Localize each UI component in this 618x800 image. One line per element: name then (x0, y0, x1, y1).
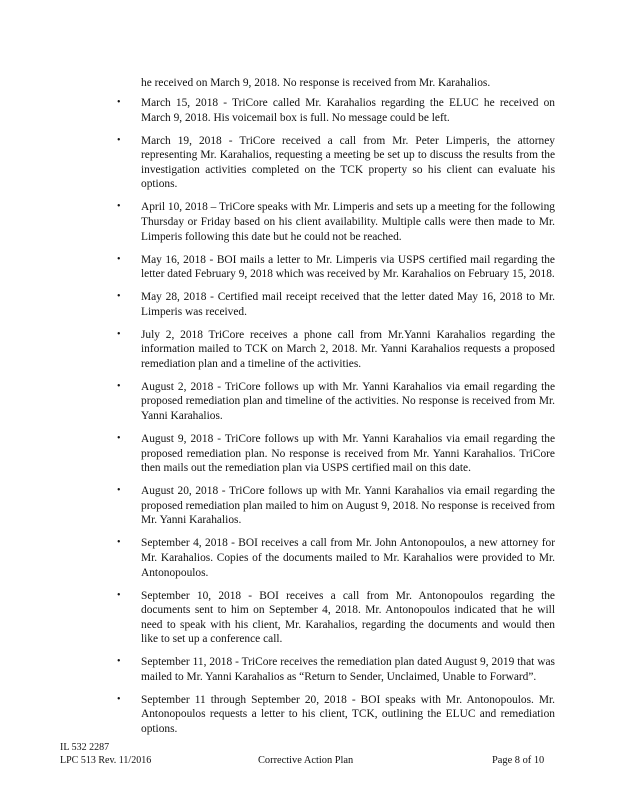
entry-text: March 15, 2018 - TriCore called Mr. Karahalios regarding the ELUC he received on March 9, 2018. His voicemail box is full. No message could be left. (141, 97, 555, 124)
entry-text: May 16, 2018 - BOI mails a letter to Mr. Limperis via USPS certified mail regarding the letter dated February 9, 2018 which was received by Mr. Karahalios on February 15, 2018. (141, 253, 555, 281)
footer-page-number: Page 8 of 10 (492, 755, 545, 766)
list-item (117, 200, 555, 244)
bullet-icon: • (117, 485, 121, 497)
footer-form-rev: LPC 513 Rev. 11/2016 (60, 754, 152, 766)
list-item (117, 536, 555, 580)
bullet-icon: • (117, 537, 121, 549)
entry-text: July 2, 2018 TriCore receives a phone call from Mr.Yanni Karahalios regarding the information mailed to TCK on March 2, 2018. Mr. Yanni Karahalios requests a proposed remediation plan and a timeline of the activities. (141, 328, 555, 370)
event-timeline-list (117, 96, 555, 745)
footer-form-info (60, 742, 151, 767)
list-item (117, 328, 555, 372)
bullet-icon: • (117, 201, 121, 213)
bullet-icon: • (117, 589, 121, 601)
entry-text: August 20, 2018 - TriCore follows up with Mr. Yanni Karahalios via email regarding the proposed remediation plan mailed to him on August 9, 2018. No response is received from Mr. Yanni Karahalios. (141, 485, 555, 527)
bullet-icon: • (117, 380, 121, 392)
entry-text: August 2, 2018 - TriCore follows up with Mr. Yanni Karahalios via email regarding the proposed remediation plan and timeline of the activities. No response is received from Mr. Yanni Karahalios. (141, 380, 555, 423)
bullet-icon: • (117, 433, 121, 445)
continuation-paragraph: he received on March 9, 2018. No response is received from Mr. Karahalios. (141, 77, 491, 89)
list-item (117, 432, 555, 476)
list-item (117, 589, 555, 647)
entry-text: March 19, 2018 - TriCore received a call from Mr. Peter Limperis, the attorney representing Mr. Karahalios, requesting a meeting be set up to discuss the results from the investigation activities completed on the TCK property so his client can evaluate his options. (141, 134, 555, 191)
entry-text: April 10, 2018 – TriCore speaks with Mr. Limperis and sets up a meeting for the following Thursday or Friday based on his client availability. Multiple calls were then made to Mr. Limperis following this date but he could not be reached. (141, 201, 555, 243)
bullet-icon: • (117, 328, 121, 340)
entry-text: August 9, 2018 - TriCore follows up with Mr. Yanni Karahalios via email regarding the proposed remediation plan. No response is received from Mr. Yanni Karahalios. TriCore then mails out the remediation plan via USPS certified mail on this date. (141, 433, 555, 475)
bullet-icon: • (117, 97, 121, 108)
bullet-icon: • (117, 693, 121, 705)
list-item (117, 484, 555, 528)
bullet-icon: • (117, 656, 121, 668)
list-item (117, 134, 555, 192)
list-item (117, 96, 555, 125)
entry-text: September 10, 2018 - BOI receives a call from Mr. Antonopoulos regarding the documents sent to him on September 4, 2018. Mr. Antonopoulos indicated that he will need to speak with his client, Mr. Karahalios, regarding the documents and would then like to set up a conference call. (141, 589, 555, 646)
list-item (117, 380, 555, 424)
entry-text: September 4, 2018 - BOI receives a call from Mr. John Antonopoulos, a new attorney for Mr. Karahalios. Copies of the documents mailed to Mr. Karahalios were provided to Mr. Antonopoulos. (141, 537, 555, 579)
footer-title: Corrective Action Plan (258, 755, 354, 766)
list-item (117, 655, 555, 684)
bullet-icon: • (117, 291, 121, 303)
list-item (117, 253, 555, 282)
list-item (117, 693, 555, 737)
entry-text: May 28, 2018 - Certified mail receipt received that the letter dated May 16, 2018 to Mr. Limperis was received. (141, 291, 555, 318)
bullet-icon: • (117, 253, 121, 265)
bullet-icon: • (117, 134, 121, 146)
entry-text: September 11, 2018 - TriCore receives the remediation plan dated August 9, 2019 that was mailed to Mr. Yanni Karahalios as “Return to Sender, Unclaimed, Unable to Forward”. (141, 656, 555, 683)
list-item (117, 290, 555, 319)
footer-form-id: IL 532 2287 (60, 742, 110, 753)
entry-text: September 11 through September 20, 2018 - BOI speaks with Mr. Antonopoulos. Mr. Antonopoulos requests a letter to his client, TCK, outlining the ELUC and remediation options. (141, 693, 555, 736)
